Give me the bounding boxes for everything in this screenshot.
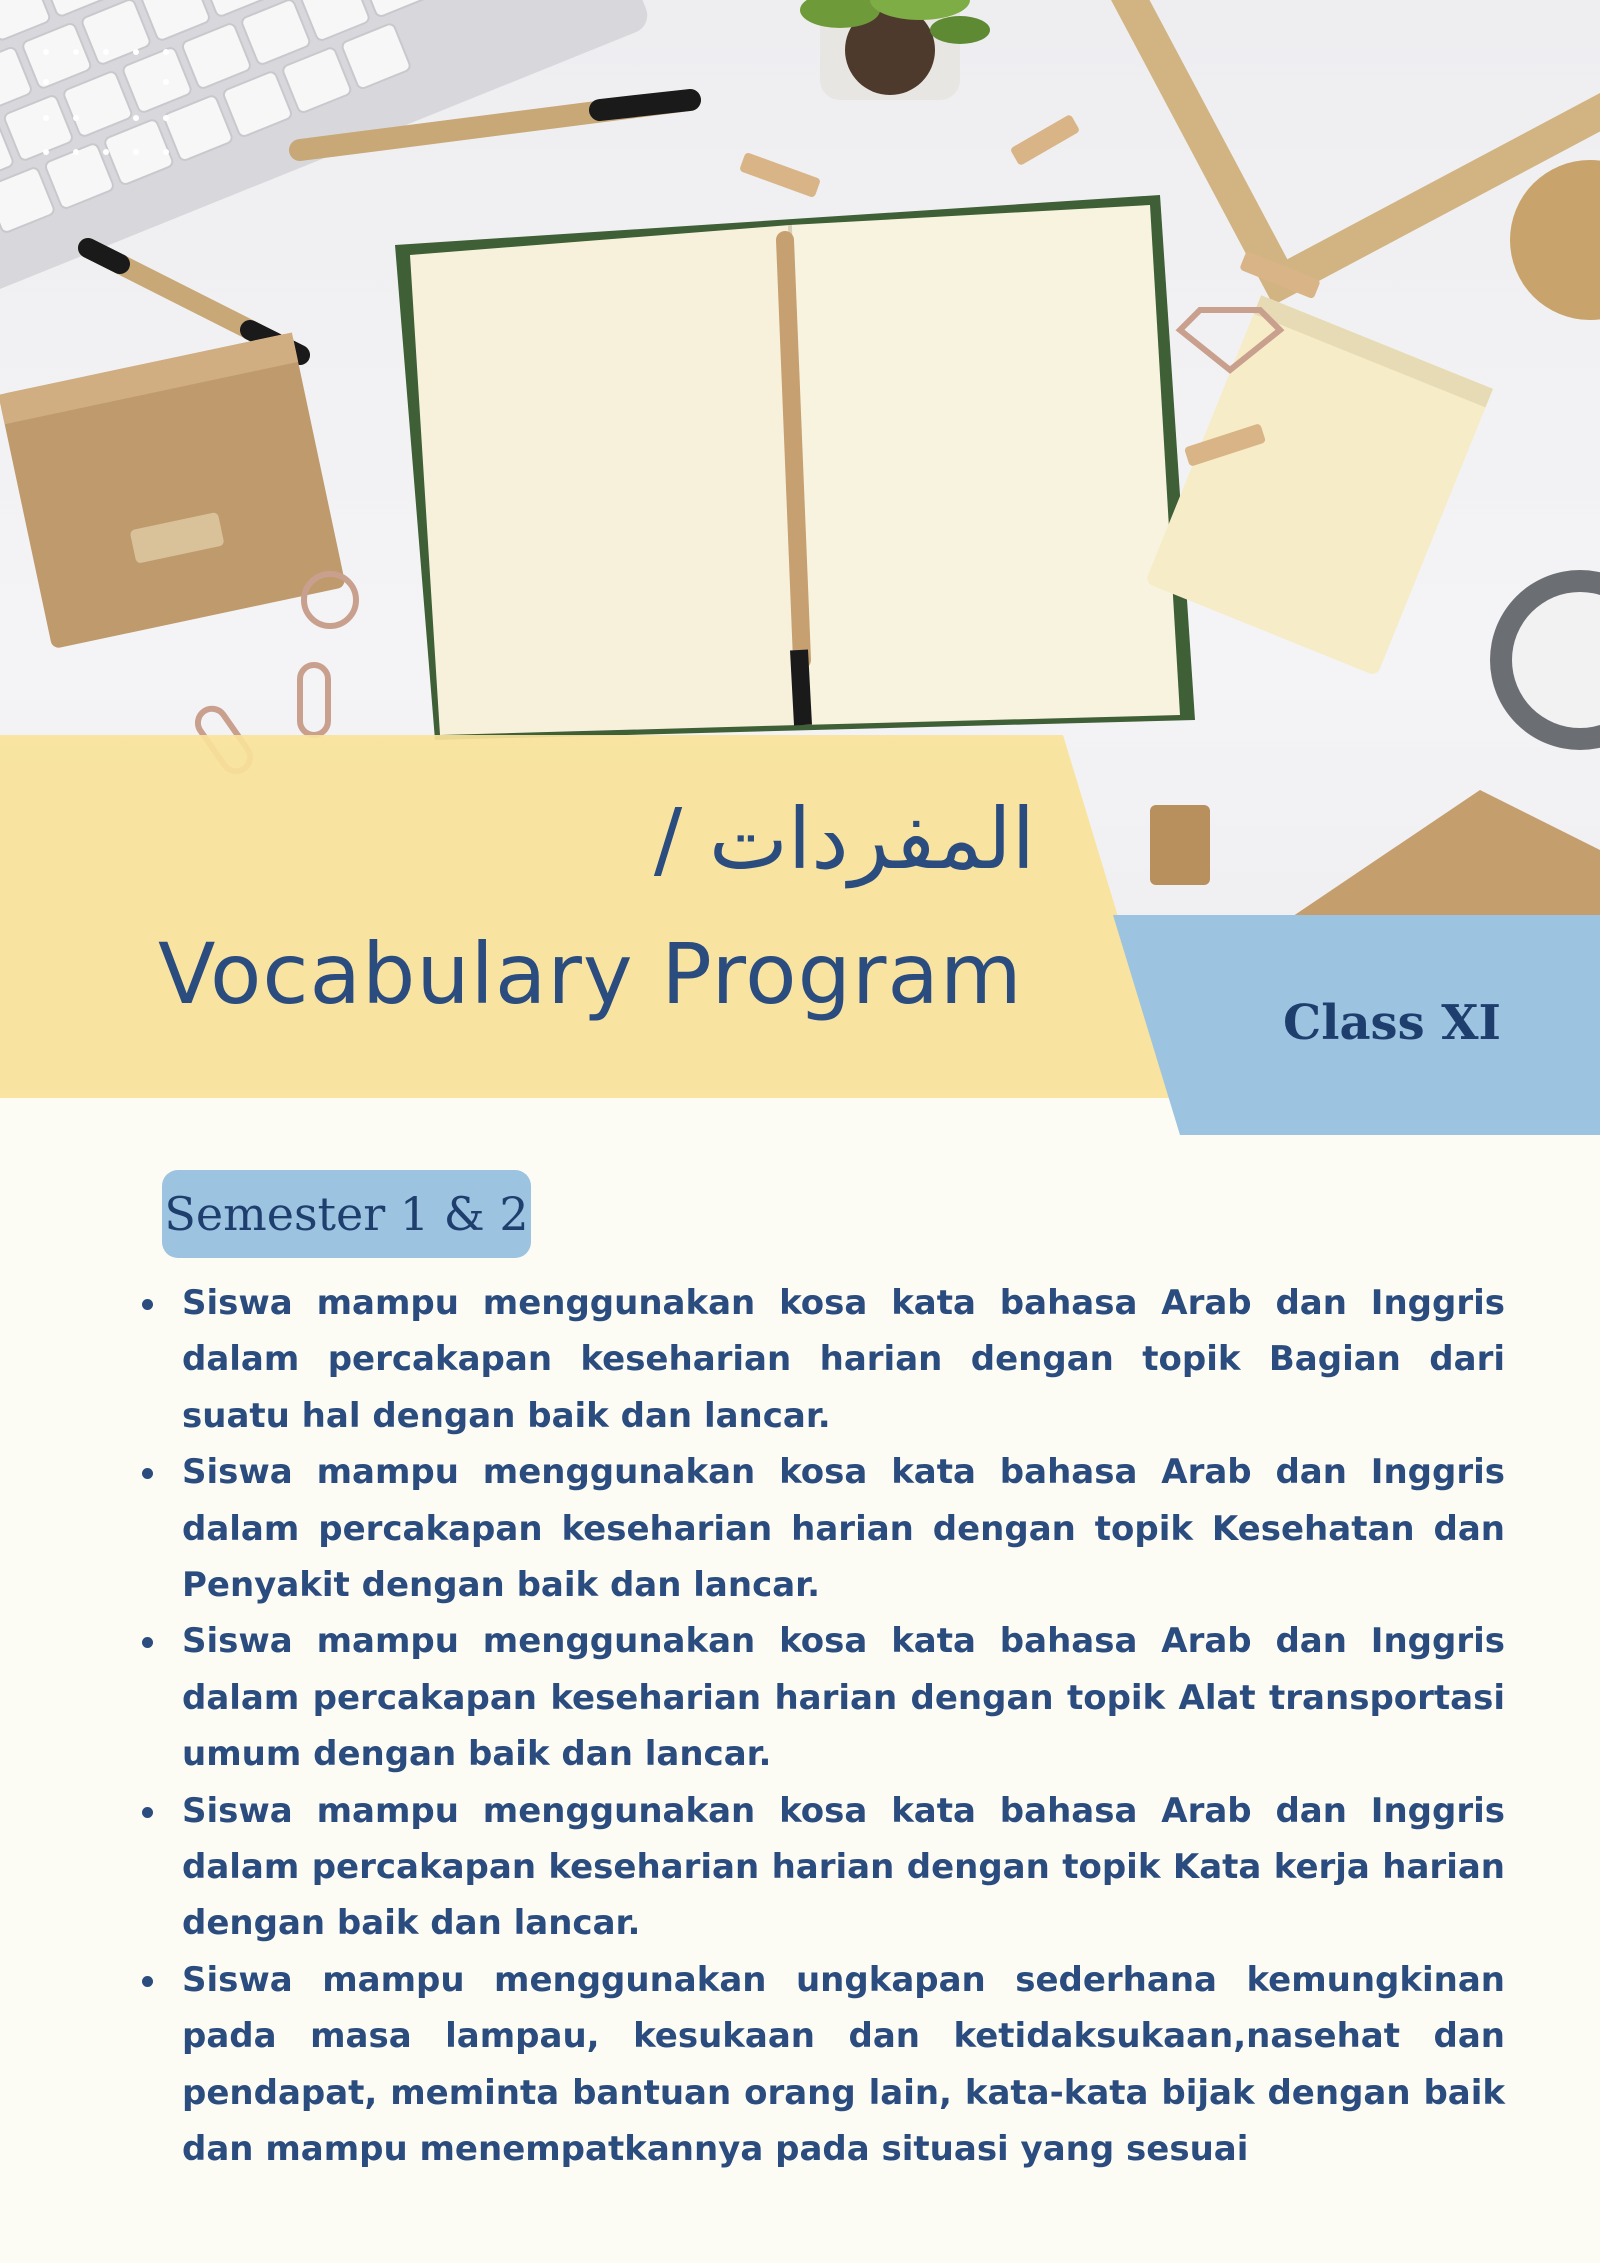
list-item: Siswa mampu menggunakan kosa kata bahasa Arab dan Inggris dalam percakapan keseharian harian dengan topik Kata kerja harian dengan baik dan lancar.: [150, 1783, 1505, 1952]
list-item: Siswa mampu menggunakan kosa kata bahasa Arab dan Inggris dalam percakapan keseharian harian dengan topik Kesehatan dan Penyakit dengan baik dan lancar.: [150, 1444, 1505, 1613]
class-label: Class XI: [1283, 995, 1501, 1051]
title-english: Vocabulary Program: [158, 925, 1023, 1023]
list-item: Siswa mampu menggunakan kosa kata bahasa Arab dan Inggris dalam percakapan keseharian harian dengan topik Bagian dari suatu hal dengan baik dan lancar.: [150, 1275, 1505, 1444]
learning-goals-list: [150, 1275, 1505, 2178]
list-item: Siswa mampu menggunakan kosa kata bahasa Arab dan Inggris dalam percakapan keseharian harian dengan topik Alat transportasi umum dengan baik dan lancar.: [150, 1613, 1505, 1782]
semester-badge: Semester 1 & 2: [162, 1170, 531, 1258]
title-arabic: المفردات /: [653, 790, 1035, 888]
list-item: Siswa mampu menggunakan ungkapan sederhana kemungkinan pada masa lampau, kesukaan dan ketidaksukaan,nasehat dan pendapat, meminta bantuan orang lain, kata-kata bijak dengan baik dan mampu menempatkannya pada situasi yang sesuai: [150, 1952, 1505, 2178]
